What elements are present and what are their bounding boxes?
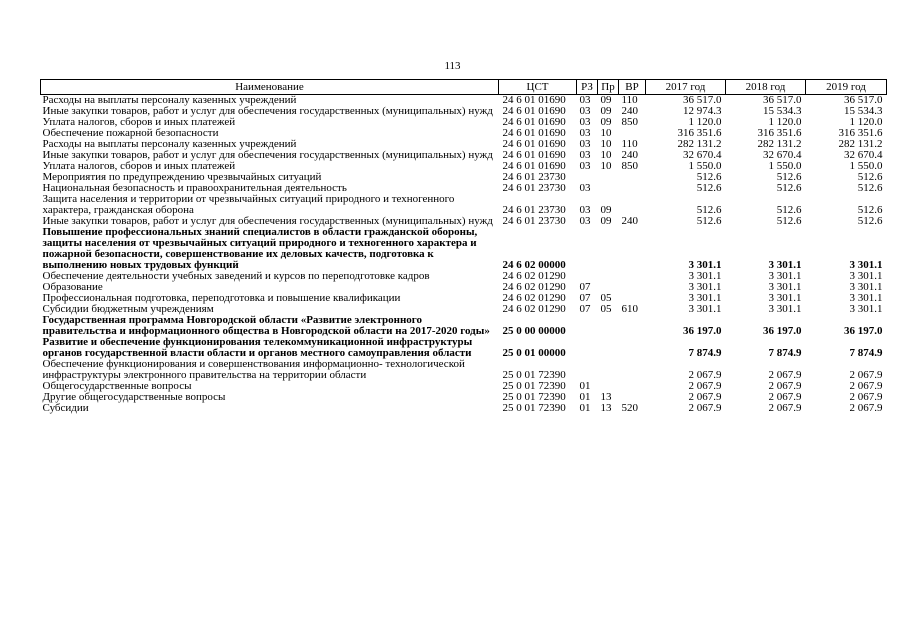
row-vr — [619, 194, 646, 216]
row-name: Субсидии бюджетным учреждениям — [42, 303, 214, 315]
header-name: Наименование — [41, 80, 499, 95]
row-2017: 7 874.9 — [688, 347, 722, 359]
row-cst: 25 0 01 72390 — [502, 369, 566, 381]
row-cst: 25 0 00 00000 — [502, 325, 566, 337]
header-2019: 2019 год — [806, 80, 887, 95]
row-2019: 36 517.0 — [844, 94, 883, 106]
row-rz: 03 — [579, 105, 591, 117]
row-rz: 03 — [579, 127, 591, 139]
row-name: Иные закупки товаров, работ и услуг для обеспечения государственных (муниципальных) нужд — [42, 105, 493, 117]
row-name: Субсидии — [42, 402, 89, 414]
row-vr — [619, 337, 646, 359]
row-pr: 09 — [600, 94, 612, 106]
row-2019: 282 131.2 — [838, 138, 883, 150]
row-vr: 610 — [621, 303, 638, 315]
row-2018: 3 301.1 — [768, 281, 802, 293]
row-name: Обеспечение функционирования и совершенствования информационно- технологической инфраструктуры электронного правительства на территории области — [42, 358, 465, 381]
row-vr — [619, 227, 646, 271]
row-2017: 36 197.0 — [683, 325, 722, 337]
row-pr: 09 — [600, 215, 612, 227]
row-vr — [619, 359, 646, 381]
row-2018: 512.6 — [776, 204, 802, 216]
row-name: Национальная безопасность и правоохранительная деятельность — [42, 182, 347, 194]
row-rz: 07 — [579, 292, 591, 304]
row-cst: 24 6 01 01690 — [502, 105, 566, 117]
row-cst: 24 6 01 23730 — [502, 182, 566, 194]
row-2017: 316 351.6 — [677, 127, 722, 139]
row-rz — [577, 227, 598, 271]
row-name: Обеспечение деятельности учебных заведений и курсов по переподготовке кадров — [42, 270, 430, 282]
row-cst: 24 6 02 01290 — [502, 270, 566, 282]
row-vr: 110 — [621, 138, 638, 150]
table-row — [41, 403, 887, 414]
row-rz: 01 — [579, 391, 591, 403]
row-2017: 3 301.1 — [688, 259, 722, 271]
row-2017: 36 517.0 — [683, 94, 722, 106]
row-cst: 24 6 01 23730 — [502, 215, 566, 227]
row-2017: 32 670.4 — [683, 149, 722, 161]
row-rz: 03 — [579, 116, 591, 128]
row-rz: 01 — [579, 380, 591, 392]
row-2018: 3 301.1 — [768, 270, 802, 282]
row-vr — [619, 183, 646, 194]
header-2017: 2017 год — [646, 80, 726, 95]
row-pr: 05 — [600, 303, 612, 315]
row-2018: 3 301.1 — [768, 259, 802, 271]
row-cst: 25 0 01 72390 — [502, 402, 566, 414]
row-2017: 1 550.0 — [688, 160, 722, 172]
table-row — [41, 227, 887, 271]
row-2017: 2 067.9 — [688, 391, 722, 403]
row-name: Другие общегосударственные вопросы — [42, 391, 226, 403]
row-pr — [598, 183, 619, 194]
row-name: Мероприятия по предупреждению чрезвычайных ситуаций — [42, 171, 322, 183]
header-pr: Пр — [598, 80, 619, 95]
row-cst: 24 6 01 01690 — [502, 138, 566, 150]
row-2018: 1 120.0 — [768, 116, 802, 128]
row-vr: 850 — [621, 160, 638, 172]
row-rz: 03 — [579, 215, 591, 227]
row-pr — [598, 359, 619, 381]
row-rz — [577, 359, 598, 381]
row-2019: 512.6 — [857, 215, 883, 227]
row-2018: 3 301.1 — [768, 303, 802, 315]
row-cst: 24 6 01 01690 — [502, 127, 566, 139]
row-2018: 32 670.4 — [763, 149, 802, 161]
row-name: Иные закупки товаров, работ и услуг для обеспечения государственных (муниципальных) нужд — [42, 149, 493, 161]
row-2019: 3 301.1 — [849, 303, 883, 315]
row-2019: 2 067.9 — [849, 380, 883, 392]
header-cst: ЦСТ — [499, 80, 577, 95]
row-2017: 512.6 — [696, 215, 722, 227]
row-vr: 240 — [621, 105, 638, 117]
row-rz: 03 — [579, 138, 591, 150]
row-pr — [598, 337, 619, 359]
row-2019: 3 301.1 — [849, 259, 883, 271]
table-row — [41, 392, 887, 403]
table-header-row — [41, 80, 887, 95]
row-rz: 01 — [579, 402, 591, 414]
row-2018: 2 067.9 — [768, 402, 802, 414]
row-2017: 3 301.1 — [688, 270, 722, 282]
row-pr: 09 — [600, 116, 612, 128]
row-pr: 09 — [600, 105, 612, 117]
row-2017: 512.6 — [696, 204, 722, 216]
row-pr — [598, 315, 619, 337]
row-name: Государственная программа Новгородской области «Развитие электронного правительства и информационного общества в Новгородской области на 2017-2020 годы» — [42, 314, 490, 337]
row-cst: 25 0 01 00000 — [502, 347, 566, 359]
row-pr: 09 — [600, 204, 612, 216]
row-vr — [619, 282, 646, 293]
row-2019: 36 197.0 — [844, 325, 883, 337]
row-name: Повышение профессиональных знаний специалистов в области гражданской обороны, защиты населения от чрезвычайных ситуаций природного и техногенного характера и пожарной безопасности, совершенствование их деловых качеств, подготовка к выполнению новых трудовых функций — [42, 226, 478, 271]
row-2017: 2 067.9 — [688, 402, 722, 414]
row-2018: 282 131.2 — [757, 138, 802, 150]
row-cst: 24 6 01 01690 — [502, 160, 566, 172]
row-2019: 512.6 — [857, 171, 883, 183]
row-2017: 3 301.1 — [688, 303, 722, 315]
row-2018: 15 534.3 — [763, 105, 802, 117]
row-vr: 850 — [621, 116, 638, 128]
row-name: Развитие и обеспечение функционирования телекоммуникационной инфраструктуры органов государственной власти области и органов местного самоуправления области — [42, 336, 473, 359]
header-rz: РЗ — [577, 80, 598, 95]
row-cst: 24 6 01 23730 — [502, 171, 566, 183]
row-2019: 7 874.9 — [849, 347, 883, 359]
row-2019: 3 301.1 — [849, 281, 883, 293]
row-name: Расходы на выплаты персоналу казенных учреждений — [42, 138, 297, 150]
header-vr: ВР — [619, 80, 646, 95]
row-pr: 13 — [600, 391, 612, 403]
row-2019: 512.6 — [857, 204, 883, 216]
row-rz: 03 — [579, 182, 591, 194]
row-name: Уплата налогов, сборов и иных платежей — [42, 116, 236, 128]
row-vr — [619, 172, 646, 183]
row-2019: 316 351.6 — [838, 127, 883, 139]
row-cst: 24 6 01 01690 — [502, 94, 566, 106]
row-2019: 2 067.9 — [849, 369, 883, 381]
row-name: Образование — [42, 281, 103, 293]
row-2019: 2 067.9 — [849, 402, 883, 414]
row-2019: 2 067.9 — [849, 391, 883, 403]
row-name: Иные закупки товаров, работ и услуг для обеспечения государственных (муниципальных) нужд — [42, 215, 493, 227]
row-2019: 1 550.0 — [849, 160, 883, 172]
row-2017: 282 131.2 — [677, 138, 722, 150]
row-2017: 2 067.9 — [688, 369, 722, 381]
budget-table — [40, 79, 887, 414]
row-name: Расходы на выплаты персоналу казенных учреждений — [42, 94, 297, 106]
row-2019: 512.6 — [857, 182, 883, 194]
row-2019: 32 670.4 — [844, 149, 883, 161]
row-rz — [577, 337, 598, 359]
table-row — [41, 337, 887, 359]
row-2018: 2 067.9 — [768, 391, 802, 403]
row-2017: 3 301.1 — [688, 281, 722, 293]
row-2017: 1 120.0 — [688, 116, 722, 128]
row-vr: 520 — [621, 402, 638, 414]
row-2017: 512.6 — [696, 182, 722, 194]
row-pr: 13 — [600, 402, 612, 414]
row-rz: 07 — [579, 303, 591, 315]
row-vr: 110 — [621, 94, 638, 106]
row-2018: 2 067.9 — [768, 369, 802, 381]
row-2018: 3 301.1 — [768, 292, 802, 304]
row-cst: 24 6 02 01290 — [502, 292, 566, 304]
header-2018: 2018 год — [726, 80, 806, 95]
row-2018: 1 550.0 — [768, 160, 802, 172]
row-pr: 10 — [600, 138, 612, 150]
table-row — [41, 359, 887, 381]
row-vr — [619, 315, 646, 337]
row-rz: 03 — [579, 149, 591, 161]
row-pr: 10 — [600, 149, 612, 161]
table-body — [41, 95, 887, 415]
row-name: Профессиональная подготовка, переподготовка и повышение квалификации — [42, 292, 401, 304]
table-row — [41, 315, 887, 337]
row-2018: 7 874.9 — [768, 347, 802, 359]
row-vr — [619, 381, 646, 392]
row-cst: 25 0 01 72390 — [502, 391, 566, 403]
row-2017: 12 974.3 — [683, 105, 722, 117]
row-name: Защита населения и территории от чрезвычайных ситуаций природного и техногенного характера, гражданская оборона — [42, 193, 455, 216]
row-2018: 512.6 — [776, 182, 802, 194]
row-2018: 316 351.6 — [757, 127, 802, 139]
row-pr: 10 — [600, 160, 612, 172]
row-pr: 05 — [600, 292, 612, 304]
row-rz: 03 — [579, 160, 591, 172]
row-2019: 1 120.0 — [849, 116, 883, 128]
row-2018: 2 067.9 — [768, 380, 802, 392]
row-cst: 24 6 01 01690 — [502, 116, 566, 128]
row-2017: 512.6 — [696, 171, 722, 183]
row-2017: 3 301.1 — [688, 292, 722, 304]
row-rz: 03 — [579, 94, 591, 106]
row-cst: 24 6 02 01290 — [502, 281, 566, 293]
table-row — [41, 194, 887, 216]
row-2018: 512.6 — [776, 215, 802, 227]
row-vr: 240 — [621, 149, 638, 161]
row-cst: 24 6 02 00000 — [502, 259, 566, 271]
row-name: Общегосударственные вопросы — [42, 380, 192, 392]
row-rz — [577, 315, 598, 337]
row-vr: 240 — [621, 215, 638, 227]
page-number: 113 — [444, 60, 461, 72]
row-2019: 3 301.1 — [849, 292, 883, 304]
row-2019: 3 301.1 — [849, 270, 883, 282]
row-2017: 2 067.9 — [688, 380, 722, 392]
row-cst: 24 6 01 23730 — [502, 204, 566, 216]
row-rz: 07 — [579, 281, 591, 293]
row-cst: 24 6 01 01690 — [502, 149, 566, 161]
row-2018: 36 197.0 — [763, 325, 802, 337]
row-cst: 24 6 02 01290 — [502, 303, 566, 315]
row-2018: 512.6 — [776, 171, 802, 183]
row-rz: 03 — [579, 204, 591, 216]
row-2018: 36 517.0 — [763, 94, 802, 106]
row-name: Уплата налогов, сборов и иных платежей — [42, 160, 236, 172]
row-vr — [619, 271, 646, 282]
row-pr: 10 — [600, 127, 612, 139]
row-pr — [598, 271, 619, 282]
table-row — [41, 271, 887, 282]
row-pr — [598, 227, 619, 271]
row-2019: 15 534.3 — [844, 105, 883, 117]
row-name: Обеспечение пожарной безопасности — [42, 127, 219, 139]
row-cst: 25 0 01 72390 — [502, 380, 566, 392]
row-pr — [598, 172, 619, 183]
